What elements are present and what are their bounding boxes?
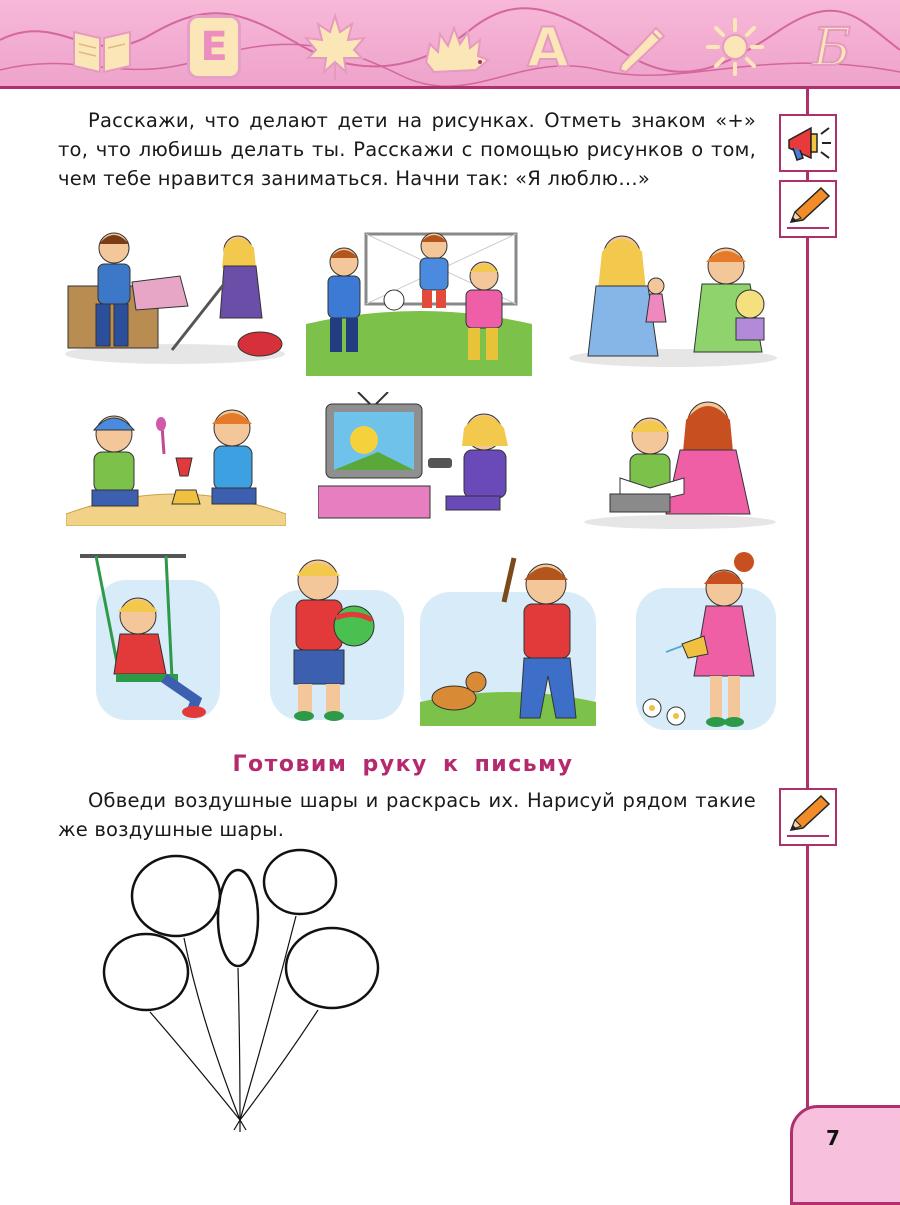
balloon-1: [132, 856, 220, 936]
margin-line: [806, 89, 809, 1200]
balloon-5: [286, 928, 378, 1008]
letter-e-icon: [190, 18, 238, 76]
page-number: 7: [826, 1126, 840, 1150]
balloon-3: [264, 850, 336, 914]
illustration-playing-with-ball: [270, 550, 408, 724]
section-heading: Готовим руку к письму: [232, 752, 574, 777]
letter-e-label: Е: [200, 24, 228, 70]
maple-leaf-icon: [300, 12, 370, 82]
pencil-icon: [612, 18, 672, 78]
sun-icon: [704, 16, 766, 78]
letter-a-icon: [522, 18, 574, 78]
illustration-playing-with-puppy: [420, 552, 596, 726]
illustration-reading-book: [580, 392, 780, 530]
pencil-writing-icon: [779, 180, 837, 238]
page-number-tab: [790, 1105, 900, 1205]
illustration-playing-in-sandbox: [66, 394, 286, 526]
letter-b-icon: [806, 18, 858, 78]
letter-a-label: А: [527, 16, 569, 79]
task2-text: Обведи воздушные шары и раскрась их. Нарисуй рядом такие же воздушные шары.: [58, 789, 756, 841]
illustration-playing-football: [306, 228, 532, 376]
illustration-watching-tv: [318, 392, 524, 532]
pencil-writing-icon: [779, 788, 837, 846]
balloons-outline: [100, 848, 390, 1132]
balloon-4: [104, 934, 188, 1010]
open-book-icon: [70, 22, 134, 76]
hedgehog-icon: [420, 22, 492, 78]
illustration-watering-flowers: [632, 548, 780, 734]
illustration-cleaning-room: [62, 226, 288, 366]
letter-b-label: Б: [812, 18, 852, 78]
page-header: [0, 0, 900, 89]
task1-text: Расскажи, что делают дети на рисунках. Отметь знаком «+» то, что любишь делать ты. Расскажи с помощью рисунков о том, чем тебе нравится заниматься. Начни так: «Я люблю…»: [58, 109, 756, 190]
balloon-2: [218, 870, 258, 966]
megaphone-icon: [779, 114, 837, 172]
illustration-playing-with-dolls: [566, 226, 780, 368]
illustration-swinging: [76, 550, 226, 726]
